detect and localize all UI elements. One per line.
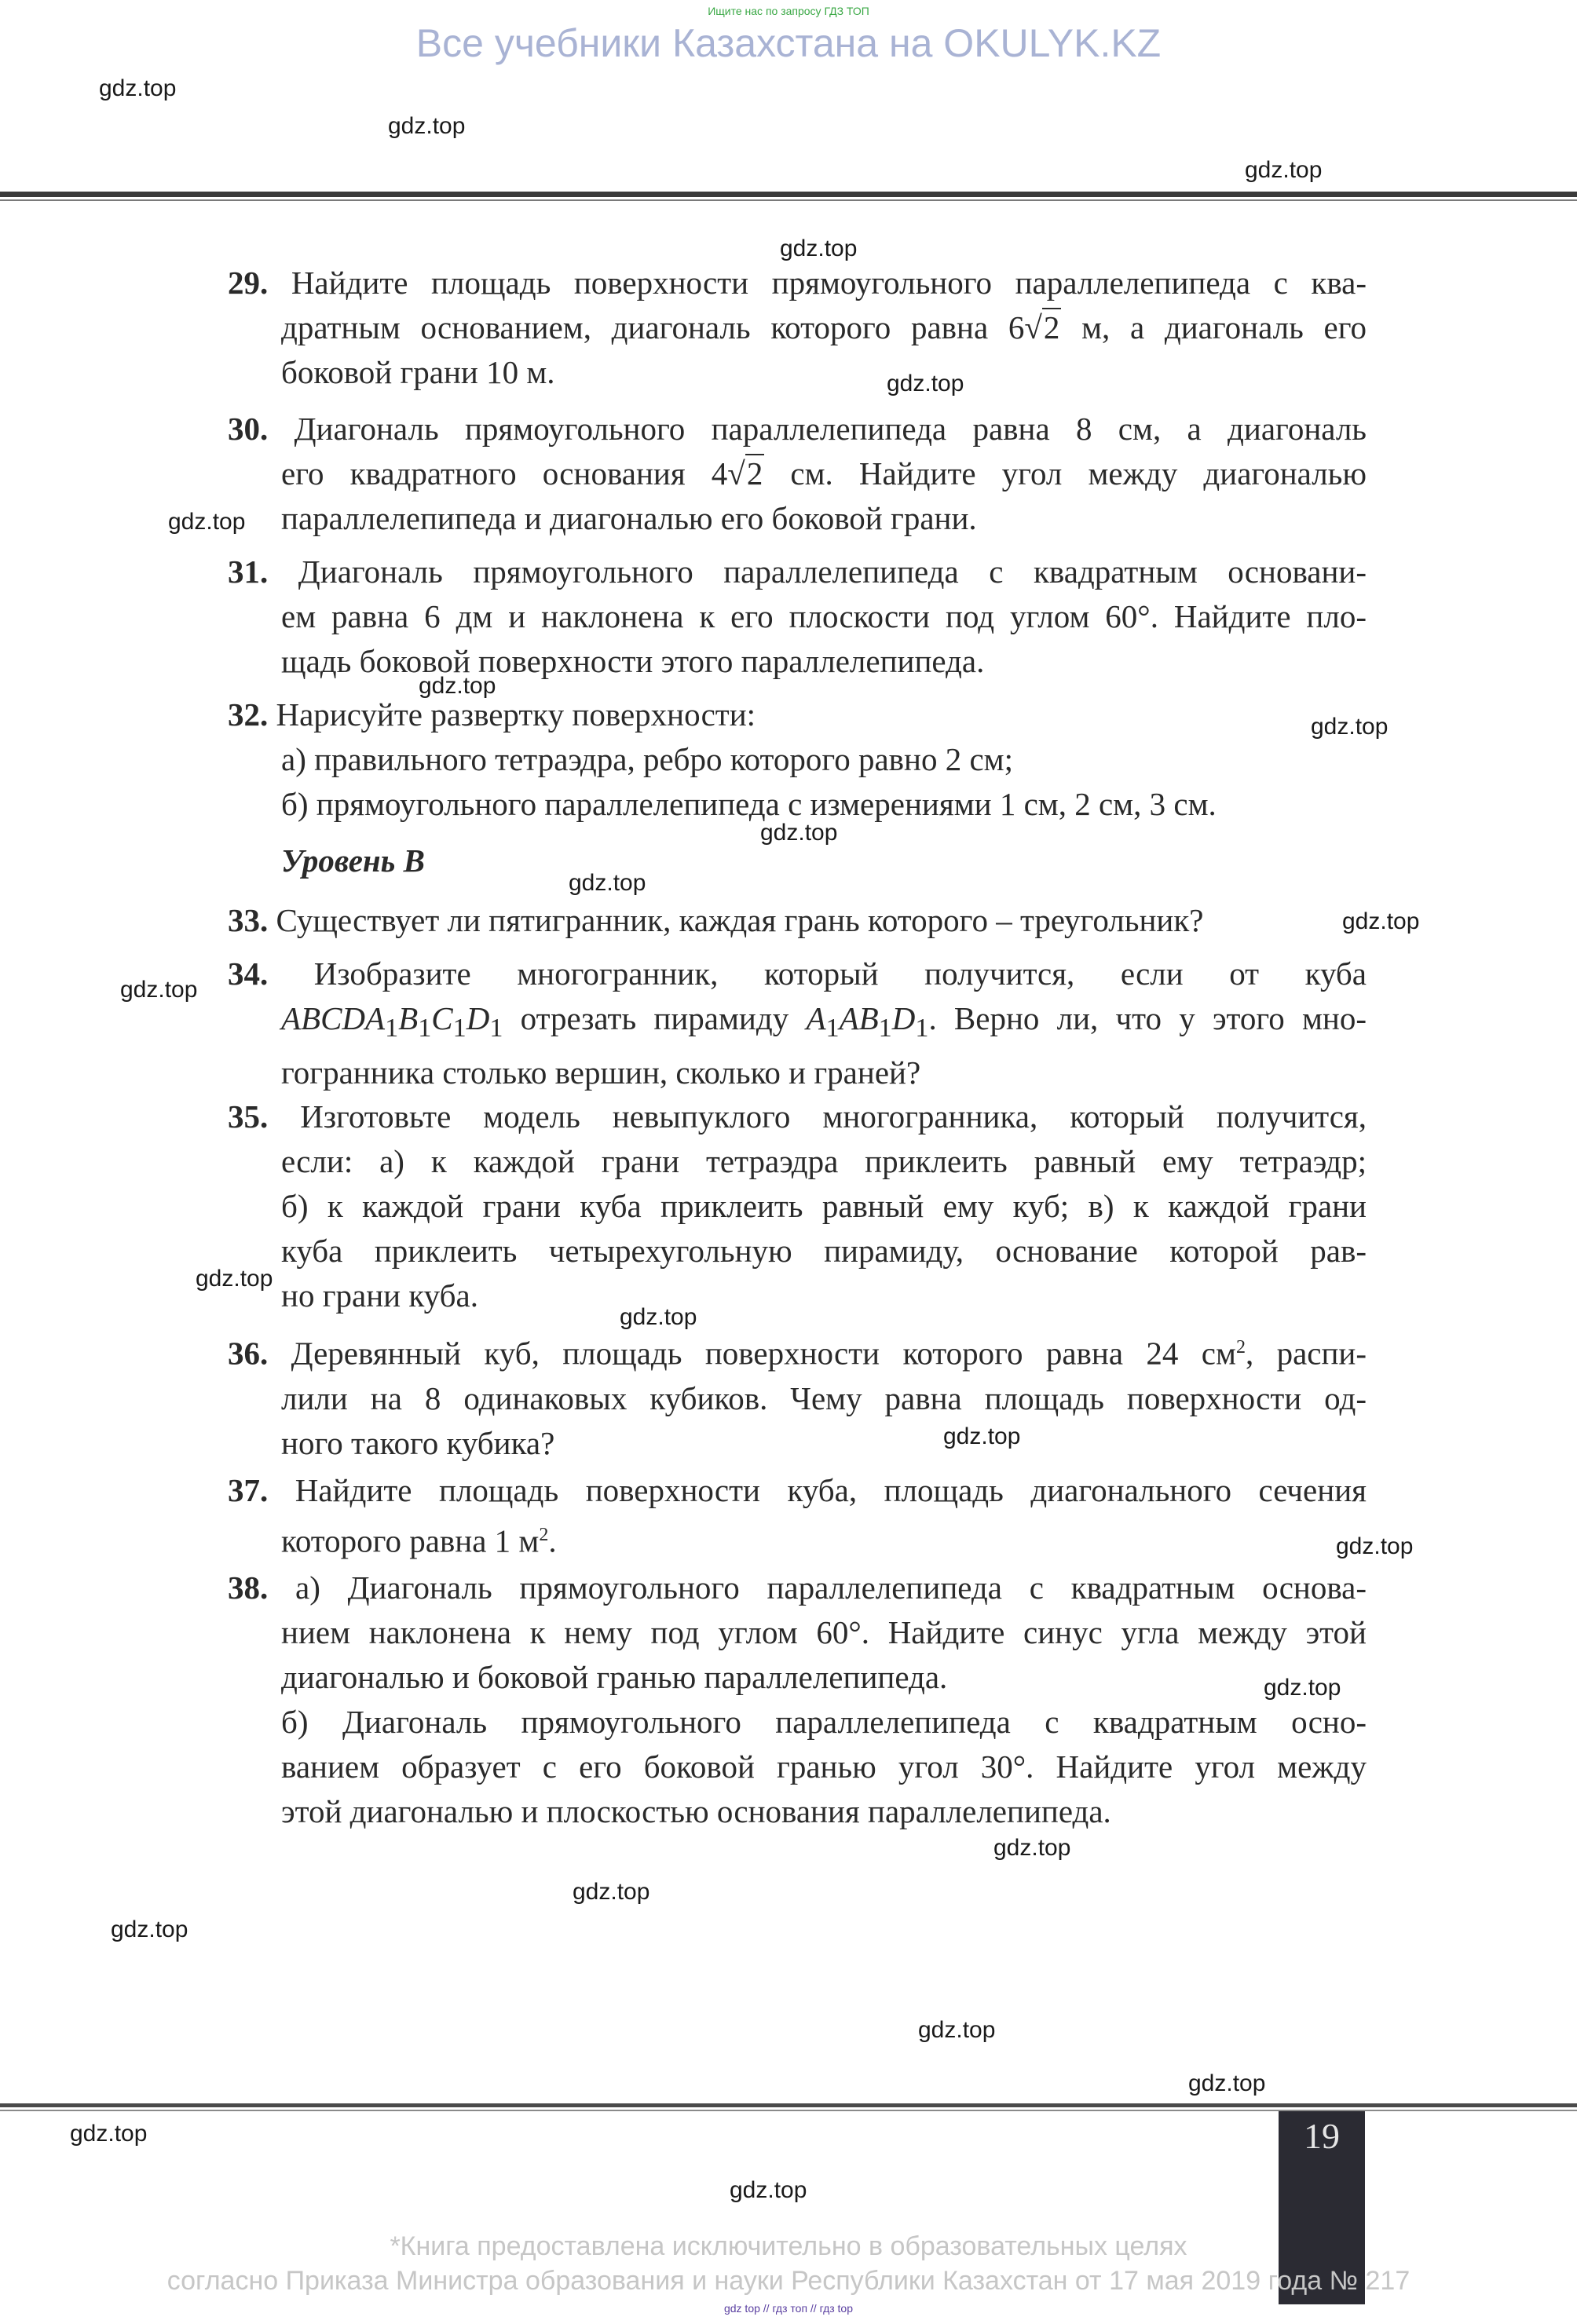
problem-text: б) Диагональ прямоугольного параллелепипеда с квадратным осно- (281, 1704, 1367, 1740)
problem-text: гогранника столько вершин, сколько и граней? (281, 1054, 921, 1091)
watermark: gdz.top (993, 1835, 1071, 1861)
watermark: gdz.top (1311, 714, 1389, 740)
footer-notice-line-2: согласно Приказа Министра образования и науки Республики Казахстан от 17 мая 2019 года № 217 (166, 2266, 1411, 2296)
problem-text: а) правильного тетраэдра, ребро которого равно 2 см; (281, 741, 1014, 777)
problem-text: Нарисуйте развертку поверхности: (276, 696, 756, 733)
watermark: gdz.top (419, 673, 496, 699)
problem-text: . (548, 1522, 557, 1559)
subscript: 1 (878, 1014, 892, 1043)
watermark: gdz.top (1264, 1675, 1341, 1701)
watermark: gdz.top (918, 2017, 996, 2043)
problem-37 (228, 1468, 1367, 1564)
subscript: 1 (489, 1014, 503, 1043)
watermark: gdz.top (70, 2121, 148, 2147)
subscript: 1 (825, 1014, 840, 1043)
problem-31 (228, 550, 1367, 684)
watermark: gdz.top (168, 509, 246, 535)
problem-text: Найдите площадь поверхности прямоугольного параллелепипеда с ква- (291, 265, 1367, 301)
problem-text: нием наклонена к нему под углом 60°. Найдите синус угла между этой (281, 1614, 1367, 1650)
problem-text: Диагональ прямоугольного параллелепипеда равна 8 см, а диагональ (294, 411, 1367, 447)
search-hint: Ищите нас по запросу ГДЗ ТОП (708, 5, 869, 17)
watermark: gdz.top (388, 113, 466, 139)
problem-text: которого равна 1 м (281, 1522, 540, 1559)
watermark: gdz.top (887, 371, 964, 396)
problem-38 (228, 1566, 1367, 1834)
math-vertex: D (891, 1000, 916, 1036)
problem-text: лили на 8 одинаковых кубиков. Чему равна площадь поверхности од- (281, 1379, 1367, 1416)
problem-text: его квадратного основания 4 (281, 455, 728, 491)
problem-text: отрезать пирамиду (503, 1000, 807, 1036)
problem-number: 30. (228, 411, 269, 447)
watermark: gdz.top (111, 1917, 188, 1942)
problem-text: ного такого кубика? (281, 1424, 555, 1461)
problem-number: 32. (228, 696, 269, 733)
problem-number: 29. (228, 265, 269, 301)
problem-text: ванием образует с его боковой гранью угол 30°. Найдите угол между (281, 1748, 1367, 1785)
problem-35 (228, 1094, 1367, 1318)
watermark: gdz.top (120, 977, 198, 1003)
problem-text: куба приклеить четырехугольную пирамиду, основание которой рав- (281, 1233, 1367, 1269)
watermark: gdz.top (573, 1879, 650, 1905)
superscript: 2 (539, 1525, 549, 1545)
problem-number: 31. (228, 554, 269, 590)
problem-33 (228, 898, 1367, 943)
bottom-rule (0, 2103, 1577, 2107)
watermark: gdz.top (569, 870, 646, 896)
watermark: gdz.top (1188, 2070, 1266, 2096)
problem-32 (228, 692, 1367, 827)
problem-text: боковой грани 10 м. (281, 354, 555, 390)
watermark: gdz.top (1342, 908, 1420, 934)
problem-text: см. Найдите угол между диагональю (764, 455, 1367, 491)
problem-text: щадь боковой поверхности этого параллелепипеда. (281, 643, 985, 679)
problem-text: . Верно ли, что у этого мно- (928, 1000, 1367, 1036)
math-vertex: AB (839, 1000, 879, 1036)
watermark: gdz.top (620, 1304, 697, 1330)
problem-text: Деревянный куб, площадь поверхности которого равна 24 см (291, 1335, 1236, 1372)
footer-links[interactable]: gdz top // гдз топ // гдз top (723, 2302, 854, 2315)
problem-text: если: а) к каждой грани тетраэдра приклеить равный ему тетраэдр; (281, 1143, 1367, 1179)
problem-34 (228, 952, 1367, 1095)
subscript: 1 (452, 1014, 467, 1043)
problem-number: 35. (228, 1098, 269, 1135)
problem-text: Изобразите многогранник, который получится, если от куба (313, 956, 1367, 992)
problem-number: 34. (228, 956, 269, 992)
watermark: gdz.top (1336, 1533, 1414, 1559)
problem-text: а) Диагональ прямоугольного параллелепипеда с квадратным основа- (295, 1569, 1367, 1606)
watermark: gdz.top (943, 1423, 1021, 1449)
problem-30: 30. Диагональ прямоугольного параллелепипеда равна 8 см, а диагональ его квадратного основания 4√2 см. Найдите угол между диагональю параллелепипеда и диагональю его боковой грани. (228, 407, 1367, 541)
math-vertex: D (466, 1000, 490, 1036)
problem-text: параллелепипеда и диагональю его боковой грани. (281, 500, 977, 536)
problem-number: 38. (228, 1569, 269, 1606)
watermark: gdz.top (99, 75, 177, 101)
problem-text: Диагональ прямоугольного параллелепипеда с квадратным основани- (298, 554, 1367, 590)
subscript: 1 (915, 1014, 929, 1043)
problem-text: диагональю и боковой гранью параллелепипеда. (281, 1659, 948, 1695)
problem-number: 37. (228, 1472, 269, 1508)
problem-number: 36. (228, 1335, 269, 1372)
problem-36 (228, 1325, 1367, 1466)
problem-29: 29. Найдите площадь поверхности прямоугольного параллелепипеда с ква- дратным основанием, диагональ которого равна 6√2 м, а диагональ его боковой грани 10 м. (228, 261, 1367, 395)
problem-text: б) к каждой грани куба приклеить равный ему куб; в) к каждой грани (281, 1188, 1367, 1224)
page-number: 19 (1304, 2116, 1340, 2156)
math-vertex: C (431, 1000, 453, 1036)
problem-text: ем равна 6 дм и наклонена к его плоскости под углом 60°. Найдите пло- (281, 598, 1367, 634)
site-banner[interactable]: Все учебники Казахстана на OKULYK.KZ (415, 21, 1162, 65)
subscript: 1 (418, 1014, 432, 1043)
problem-text: Найдите площадь поверхности куба, площадь диагонального сечения (295, 1472, 1367, 1508)
sqrt-value: 2 (746, 455, 763, 491)
math-vertex: A (806, 1000, 826, 1036)
problem-text: б) прямоугольного параллелепипеда с измерениями 1 см, 2 см, 3 см. (281, 786, 1217, 822)
watermark: gdz.top (780, 236, 858, 261)
problem-text: Изготовьте модель невыпуклого многогранника, который получится, (300, 1098, 1367, 1135)
watermark: gdz.top (730, 2177, 807, 2203)
math-cube: ABCDA (281, 1000, 386, 1036)
superscript: 2 (1235, 1337, 1246, 1357)
problem-text: Существует ли пятигранник, каждая грань которого – треугольник? (276, 902, 1204, 938)
problem-number: 33. (228, 902, 269, 938)
watermark: gdz.top (196, 1266, 273, 1292)
problem-text: этой диагональю и плоскостью основания параллелепипеда. (281, 1793, 1111, 1829)
footer-notice-line-1: *Книга предоставлена исключительно в образовательных целях (390, 2231, 1187, 2261)
problem-text: дратным основанием, диагональ которого равна 6 (281, 309, 1025, 345)
watermark: gdz.top (760, 820, 838, 846)
math-vertex: B (398, 1000, 419, 1036)
problem-text: м, а диагональ его (1061, 309, 1367, 345)
sqrt-value: 2 (1043, 309, 1060, 345)
watermark: gdz.top (1245, 157, 1323, 183)
problem-text: , распи- (1245, 1335, 1367, 1372)
top-rule-thin (0, 199, 1577, 201)
top-rule (0, 192, 1577, 197)
problem-text: но грани куба. (281, 1277, 478, 1314)
level-heading: Уровень B (281, 842, 425, 879)
subscript: 1 (385, 1014, 399, 1043)
